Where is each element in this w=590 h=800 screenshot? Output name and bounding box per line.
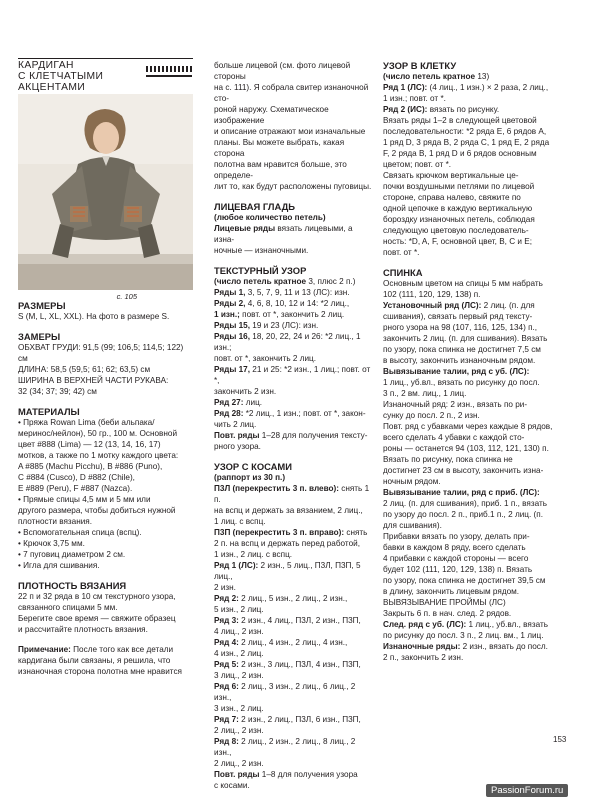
decorative-bar: [146, 75, 192, 77]
spacer: [18, 571, 193, 580]
text-run: 2 изн., 3 лиц., П3Л, 4 изн., П3П,: [238, 660, 361, 669]
text-line: [214, 408, 372, 419]
bold-term: Ряд 2 (ИС):: [383, 105, 428, 114]
text-line: изнаночная сторона полотна мне нравится: [18, 667, 182, 676]
text-line: [214, 397, 372, 408]
text-run: 2 изн., 5 лиц., П3Л, П3П, 5 лиц.,: [214, 561, 361, 581]
text-line: 1 изн., 2 лиц. с вспц.: [214, 550, 293, 559]
page-number: 153: [553, 735, 567, 744]
text-line: [214, 593, 372, 604]
text-run: 3, плюс 2 п.): [306, 277, 356, 286]
text-line: [214, 298, 372, 309]
bold-term: Ряды 17,: [214, 365, 250, 374]
text-line: [214, 615, 372, 626]
bold-term: Ряд 8:: [214, 737, 239, 746]
text-line: закончить 2 изн.: [214, 387, 277, 396]
text-line: [214, 309, 372, 320]
decorative-stripes: [146, 66, 192, 72]
text-run: 1 лиц., уб.вл., вязать: [466, 620, 548, 629]
spacer: [18, 397, 193, 406]
title-line-3: АКЦЕНТАМИ: [18, 82, 86, 93]
text-line: почки воздушными петлями по лицевой: [383, 182, 535, 191]
text-line: [214, 287, 372, 298]
text-line: достигнет 23 см в высоту, закончить изна-: [383, 466, 544, 475]
article-header: [18, 60, 193, 300]
text-line: [214, 331, 372, 353]
text-line: ность: *D, A, F, основной цвет, B, C и E;: [383, 237, 532, 246]
bold-term: Ряд 27:: [214, 398, 244, 407]
section-heading: УЗОР С КОСАМИ: [214, 461, 292, 472]
text-run: вязать лицевыми, а изна-: [214, 224, 353, 244]
text-line: кардигана были связаны, я решила, что: [18, 656, 171, 665]
text-run: повт. от *, закончить 2 лиц.: [239, 310, 345, 319]
text-line: Прибавки вязать по узору, делать при-: [383, 532, 530, 541]
text-line: на с. 111). Я собрала свитер изнаночной сто-: [214, 83, 369, 103]
text-line: C #884 (Cusco), D #882 (Chile),: [18, 473, 135, 482]
text-line: Вязать по рисунку, пока спинка не: [383, 455, 513, 464]
bold-term: Повт. ряды: [214, 431, 260, 440]
text-line: ОБХВАТ ГРУДИ: 91,5 (99; 106,5; 114,5; 122) см: [18, 343, 184, 363]
watermark: PassionForum.ru: [486, 784, 568, 797]
text-line: [214, 364, 372, 386]
text-line: 5 изн., 2 лиц.: [214, 605, 264, 614]
text-line: [214, 527, 372, 538]
text-line: Берегите свое время — свяжите образец: [18, 614, 176, 623]
bold-term: П3П (перекрестить 3 п. вправо):: [214, 528, 345, 537]
text-line: 3 изн., 2 лиц.: [214, 704, 264, 713]
text-line: • Крючок 3,75 мм.: [18, 539, 85, 548]
bold-term: Лицевые ряды: [214, 224, 276, 233]
text-line: [383, 619, 571, 630]
text-line: меринос/нейлон), 50 гр., 100 м. Основной: [18, 429, 178, 438]
text-run: 3, 5, 7, 9, 11 и 13 (ЛС): изн.: [245, 288, 350, 297]
text-line: по узору, пока спинка не достигнет 7,5 см: [383, 345, 541, 354]
text-line: 2 п. на вспц и держать перед работой,: [214, 539, 360, 548]
text-line: 1 лиц., уб.вл., вязать по рисунку до посл.: [383, 378, 540, 387]
bold-term: След. ряд с уб. (ЛС):: [383, 620, 467, 629]
text-run: вязать по рисунку.: [427, 105, 500, 114]
text-line: • Игла для сшивания.: [18, 561, 100, 570]
text-line: планы. Вы можете выбрать, какая сторона: [214, 138, 345, 158]
bold-term: Изнаночные ряды:: [383, 642, 461, 651]
text-line: ШИРИНА В ВЕРХНЕЙ ЧАСТИ РУКАВА:: [18, 376, 169, 385]
cardigan-photo: [18, 94, 193, 290]
text-line: Вязать ряды 1–2 в следующей цветовой: [383, 116, 537, 125]
bold-term: 1 изн.;: [214, 310, 240, 319]
text-line: с косами.: [214, 781, 250, 790]
text-run: 2 лиц., 3 изн., 2 лиц., 6 лиц., 2 изн.,: [214, 682, 356, 702]
text-line: • 7 пуговиц диаметром 2 см.: [18, 550, 126, 559]
text-line: [214, 320, 372, 331]
text-line: [214, 223, 372, 245]
text-line: E #889 (Peru), F #887 (Nazca).: [18, 484, 133, 493]
text-line: и рассчитайте плотность вязания.: [18, 625, 148, 634]
bold-term: Ряд 7:: [214, 715, 239, 724]
text-run: После того как все детали: [70, 645, 174, 654]
section-heading: СПИНКА: [383, 267, 423, 278]
text-line: [214, 560, 372, 582]
text-line: бороздку изнаночных петель, соблюдая: [383, 215, 535, 224]
text-line: Изнаночный ряд: 2 изн., вязать по ри-: [383, 400, 528, 409]
spacer: [383, 258, 571, 267]
text-run: снять 1 п.: [214, 484, 370, 504]
text-line: [18, 644, 193, 655]
title-line-1: КАРДИГАН: [18, 60, 74, 71]
section-heading: ЛИЦЕВАЯ ГЛАДЬ: [214, 201, 296, 212]
photo-caption: с. 105: [116, 292, 137, 301]
text-run: 2 лиц., 5 изн., 2 лиц., 2 изн.,: [238, 594, 348, 603]
text-line: по узору до посл. 2 п., приб.1 п., 2 лиц. (п.: [383, 510, 543, 519]
bold-term: Ряды 1,: [214, 288, 246, 297]
bold-term: Ряды 2,: [214, 299, 246, 308]
text-line: • Пряжа Rowan Lima (беби альпака/: [18, 418, 155, 427]
text-line: по рисунку до посл. 3 п., 2 лиц. вм., 1 лиц.: [383, 631, 544, 640]
text-run: 2 лиц., 2 изн., 2 лиц., 8 лиц., 2 изн.,: [214, 737, 356, 757]
section-heading: ПЛОТНОСТЬ ВЯЗАНИЯ: [18, 580, 127, 591]
text-run: 2 лиц., 4 изн., 2 лиц., 4 изн.,: [238, 638, 348, 647]
column-left-text: [18, 300, 193, 677]
text-line: 2 лиц., 2 изн.: [214, 726, 264, 735]
text-line: 4 прибавки с каждой стороны — всего: [383, 554, 529, 563]
text-line: всего сделать 4 убавки с каждой сто-: [383, 433, 525, 442]
text-run: 2 изн., 2 лиц., П3Л, 6 изн., П3П,: [238, 715, 361, 724]
bold-term: Ряд 28:: [214, 409, 244, 418]
text-line: 2 изн.: [214, 583, 236, 592]
bold-term: (число петель кратное: [383, 72, 476, 81]
text-line: в высоту, закончить изнаночным рядом.: [383, 356, 536, 365]
text-line: [383, 104, 571, 115]
bold-term: Установочный ряд (ЛС):: [383, 301, 482, 310]
text-line: ВЫВЯЗЫВАНИЕ ПРОЙМЫ (ЛС): [383, 598, 506, 607]
bold-term: (число петель кратное: [214, 277, 307, 286]
spacer: [214, 192, 372, 201]
text-run: 4, 6, 8, 10, 12 и 14: *2 лиц.,: [245, 299, 350, 308]
spacer: [214, 452, 372, 461]
bold-term: Ряд 5:: [214, 660, 239, 669]
text-line: [214, 714, 372, 725]
text-line: рного узора на 98 (107, 116, 125, 134) п.,: [383, 323, 538, 332]
text-line: 1 ряд D, 3 ряда B, 2 ряда C, 1 ряд E, 2 ряда: [383, 138, 550, 147]
text-line: 1 лиц. с вспц.: [214, 517, 266, 526]
text-line: полотна вам нравится больше, это определе-: [214, 160, 347, 180]
text-line: 1 изн.; повт. от *.: [383, 94, 446, 103]
text-line: повт. от *, закончить 2 лиц.: [214, 354, 317, 363]
text-line: цвет #888 (Lima) — 12 (13, 14, 16, 17): [18, 440, 161, 449]
column-right: [383, 60, 571, 663]
text-line: [214, 681, 372, 703]
text-line: 22 п и 32 ряда в 10 см текстурного узора,: [18, 592, 176, 601]
text-run: снять: [344, 528, 368, 537]
bold-term: Ряд 1 (ЛС):: [383, 83, 428, 92]
spacer: [18, 635, 193, 644]
subheading: (раппорт из 30 п.): [214, 473, 286, 482]
text-line: будет 102 (111, 120, 129, 138) п. Вязать: [383, 565, 533, 574]
title-line-2: С КЛЕТЧАТЫМИ: [18, 71, 104, 82]
text-line: роной наружу. Схематическое изображение: [214, 105, 329, 125]
text-line: больше лицевой (см. фото лицевой стороны: [214, 61, 351, 81]
text-line: [214, 637, 372, 648]
text-line: Закрыть 6 п. в нач. след. 2 рядов.: [383, 609, 512, 618]
text-line: лит то, как будут расположены пуговицы.: [214, 182, 372, 191]
text-line: стороне, справа налево, свяжите по: [383, 193, 521, 202]
text-line: 102 (111, 120, 129, 138) п.: [383, 290, 481, 299]
bold-term: Ряды 16,: [214, 332, 250, 341]
column-left: [18, 60, 193, 677]
text-line: повт. от *.: [383, 248, 420, 257]
text-line: плотности вязания.: [18, 517, 92, 526]
text-line: 4 лиц., 2 изн.: [214, 627, 264, 636]
text-line: [214, 276, 372, 287]
text-line: цветом; повт. от *.: [383, 160, 452, 169]
text-line: сшивания), связать первый ряд тексту-: [383, 312, 533, 321]
section-heading: МАТЕРИАЛЫ: [18, 406, 80, 417]
title-rule: [18, 58, 193, 59]
text-run: 18, 20, 22, 24 и 26: *2 лиц., 1 изн.;: [214, 332, 361, 352]
text-line: 3 п., 2 вм. лиц., 1 лиц.: [383, 389, 467, 398]
text-line: Связать крючком вертикальные це-: [383, 171, 519, 180]
text-line: ночным рядом.: [383, 477, 441, 486]
text-line: роны — останется 94 (103, 112, 121, 130) п.: [383, 444, 549, 453]
text-line: рного узора.: [214, 442, 261, 451]
text-run: 2 лиц. (п. для: [481, 301, 535, 310]
text-line: • Вспомогательная спица (вспц).: [18, 528, 142, 537]
text-line: связанного спицами 5 мм.: [18, 603, 118, 612]
bold-term: Повт. ряды: [214, 770, 260, 779]
bold-term: Ряды 15,: [214, 321, 250, 330]
bold-term: Примечание:: [18, 645, 71, 654]
text-line: Основным цветом на спицы 5 мм набрать: [383, 279, 543, 288]
text-line: мотков, а также по 1 мотку каждого цвета:: [18, 451, 179, 460]
subheading: Вывязывание талии, ряд с уб. (ЛС):: [383, 367, 530, 376]
bold-term: Ряд 3:: [214, 616, 239, 625]
text-line: Повт. ряд с убавками через каждые 8 рядов,: [383, 422, 553, 431]
text-line: [383, 641, 571, 652]
bold-term: Ряд 1 (ЛС):: [214, 561, 259, 570]
section-heading: РАЗМЕРЫ: [18, 300, 66, 311]
text-line: [214, 659, 372, 670]
section-heading: ТЕКСТУРНЫЙ УЗОР: [214, 265, 307, 276]
text-line: [383, 300, 571, 311]
text-line: по узору, пока спинка не достигнет 39,5 см: [383, 576, 546, 585]
text-line: сунку до посл. 2 п., 2 изн.: [383, 411, 480, 420]
text-line: на вспц и держать за вязанием, 2 лиц.,: [214, 506, 363, 515]
text-run: (4 лиц., 1 изн.) × 2 раза, 2 лиц.,: [427, 83, 549, 92]
text-line: одной цепочке в каждую вертикальную: [383, 204, 533, 213]
text-line: A #885 (Machu Picchu), B #886 (Puno),: [18, 462, 163, 471]
text-line: 2 п., закончить 2 изн.: [383, 653, 464, 662]
section-heading: ЗАМЕРЫ: [18, 331, 61, 342]
text-line: • Прямые спицы 4,5 мм и 5 мм или: [18, 495, 151, 504]
text-line: [214, 736, 372, 758]
spacer: [214, 256, 372, 265]
text-run: 2 изн., вязать до посл.: [460, 642, 548, 651]
text-line: последовательности: *2 ряда E, 6 рядов A,: [383, 127, 547, 136]
text-line: 2 лиц. (п. для сшивания), приб. 1 п., вязать: [383, 499, 547, 508]
text-line: [383, 487, 571, 498]
text-line: следующую цветовую последователь-: [383, 226, 529, 235]
spacer: [18, 322, 193, 331]
text-line: [214, 483, 372, 505]
text-line: 2 лиц., 2 изн.: [214, 759, 264, 768]
text-line: другого размера, чтобы добиться нужной: [18, 506, 176, 515]
column-middle: [214, 60, 372, 791]
text-line: закончить 2 лиц. (п. для сшивания). Вязать: [383, 334, 548, 343]
bold-term: Ряд 2:: [214, 594, 239, 603]
text-line: S (M, L, XL, XXL). На фото в размере S.: [18, 312, 170, 321]
text-line: бавки в каждом 8 ряду, всего сделать: [383, 543, 526, 552]
text-run: 19 и 23 (ЛС): изн.: [249, 321, 319, 330]
text-run: 13): [475, 72, 490, 81]
bold-term: Ряд 6:: [214, 682, 239, 691]
text-line: F, 2 ряда B, 1 ряд D и 6 рядов основным: [383, 149, 537, 158]
text-line: [214, 769, 372, 780]
bold-term: Ряд 4:: [214, 638, 239, 647]
text-line: чить 2 лиц.: [214, 420, 257, 429]
bold-term: П3Л (перекрестить 3 п. влево):: [214, 484, 339, 493]
text-line: в длину, закончить лицевым рядом.: [383, 587, 520, 596]
text-line: для сшивания).: [383, 521, 442, 530]
text-line: [383, 71, 571, 82]
text-line: ночные — изнаночными.: [214, 246, 309, 255]
text-line: и описание отражают мои изначальные: [214, 127, 366, 136]
text-line: 4 изн., 2 лиц.: [214, 649, 264, 658]
text-run: 1–28 для получения тексту-: [259, 431, 368, 440]
text-line: 32 (34; 37; 39; 42) см: [18, 387, 97, 396]
text-line: [214, 430, 372, 441]
bold-term: Вывязывание талии, ряд с приб. (ЛС):: [383, 488, 540, 497]
text-line: ДЛИНА: 58,5 (59,5; 61; 62; 63,5) см: [18, 365, 151, 374]
text-line: 3 лиц., 2 изн.: [214, 671, 264, 680]
text-run: лиц.: [243, 398, 263, 407]
text-run: *2 лиц., 1 изн.; повт. от *, закон-: [243, 409, 366, 418]
text-line: [383, 82, 571, 93]
text-run: 21 и 25: *2 изн., 1 лиц.; повт. от *,: [214, 365, 371, 385]
text-run: 2 изн., 4 лиц., П3Л, 2 изн., П3П,: [238, 616, 361, 625]
text-run: 1–8 для получения узора: [259, 770, 358, 779]
section-heading: УЗОР В КЛЕТКУ: [383, 60, 457, 71]
subheading: (любое количество петель): [214, 213, 326, 222]
